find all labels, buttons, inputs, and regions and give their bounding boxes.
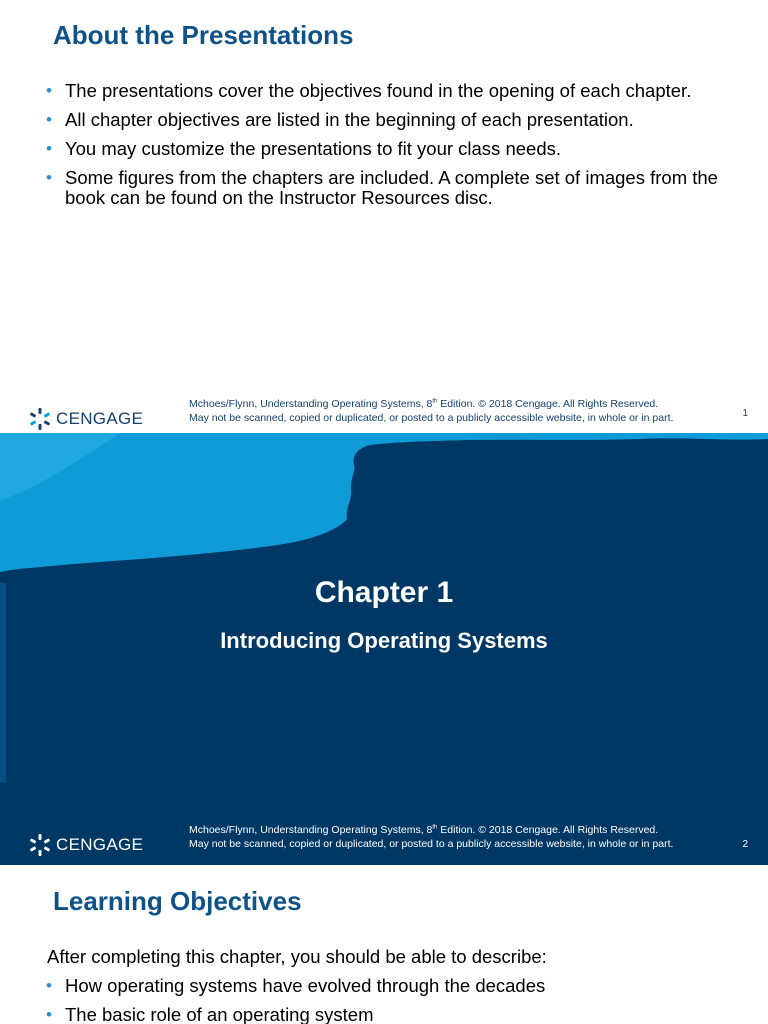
bullet-dot-icon: • [46, 81, 52, 100]
slide-1 [0, 0, 768, 433]
bullet-dot-icon: • [46, 139, 52, 158]
list-item [46, 81, 736, 101]
bullet-text: You may customize the presentations to fit your class needs. [65, 138, 561, 159]
brand-name: CENGAGE [56, 835, 144, 854]
bullet-dot-icon: • [46, 168, 52, 187]
list-item [46, 1005, 736, 1024]
bullet-list [46, 81, 736, 217]
slide-footer [0, 824, 768, 864]
brand-name: CENGAGE [56, 409, 144, 428]
bullet-text: How operating systems have evolved through the decades [65, 975, 546, 996]
slide-title: Learning Objectives [53, 886, 302, 916]
bullet-dot-icon: • [46, 1005, 52, 1024]
copyright-notice: Mchoes/Flynn, Understanding Operating Systems, 8th Edition. © 2018 Cengage. All Rights Reserved. May not be scanned, copied or duplicated, or posted to a publicly accessible website, in whole or in part. [189, 398, 674, 424]
list-item [46, 139, 736, 159]
list-item [46, 976, 736, 996]
bullet-text: The basic role of an operating system [65, 1004, 374, 1024]
bullet-dot-icon: • [46, 110, 52, 129]
page-number: 1 [742, 408, 748, 419]
bullet-text: Some figures from the chapters are included. A complete set of images from the book can be found on the Instructor Resources disc. [65, 167, 718, 208]
slide-footer [0, 398, 768, 433]
intro-text: After completing this chapter, you should be able to describe: [47, 946, 547, 967]
cengage-logo [28, 406, 143, 432]
slide-3 [0, 865, 768, 1024]
bullet-text: The presentations cover the objectives found in the opening of each chapter. [65, 80, 692, 101]
chapter-subtitle: Introducing Operating Systems [220, 628, 548, 653]
copyright-notice: Mchoes/Flynn, Understanding Operating Systems, 8th Edition. © 2018 Cengage. All Rights Reserved. May not be scanned, copied or duplicated, or posted to a publicly accessible website, in whole or in part. [189, 824, 674, 850]
bullet-dot-icon: • [46, 976, 52, 995]
cengage-asterisk-logo-icon [28, 833, 52, 857]
page-number: 2 [742, 839, 748, 850]
bullet-text: All chapter objectives are listed in the beginning of each presentation. [65, 109, 634, 130]
chapter-title: Chapter 1 [314, 576, 454, 609]
slide-title: About the Presentations [53, 20, 354, 50]
bullet-list [46, 976, 736, 1024]
list-item [46, 110, 736, 130]
cengage-asterisk-logo-icon [28, 407, 52, 431]
list-item [46, 168, 736, 208]
cengage-logo [28, 832, 143, 858]
slide-2 [0, 433, 768, 865]
